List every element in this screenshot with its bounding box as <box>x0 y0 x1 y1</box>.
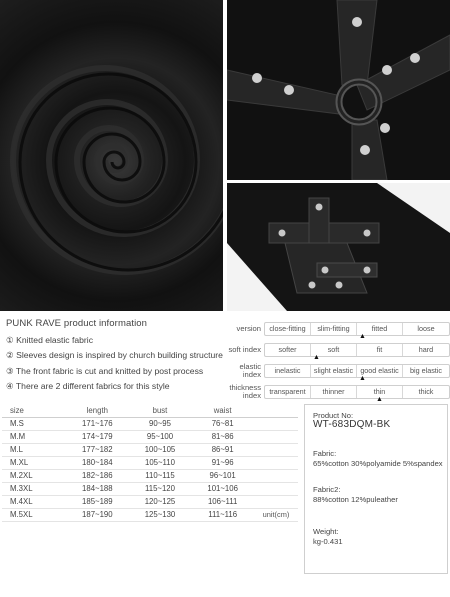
cell-size: M.4XL <box>2 495 66 508</box>
unit-label: unit(cm) <box>254 508 298 521</box>
cell-length: 187~190 <box>66 508 129 521</box>
product-no-label: Product No: <box>313 411 354 420</box>
scale-option: big elastic <box>410 366 442 375</box>
table-row <box>2 443 298 456</box>
cell-empty <box>254 456 298 469</box>
fabric1-value: 65%cotton 30%polyamide 5%spandex <box>313 459 443 468</box>
cell-bust: 90~95 <box>129 417 192 430</box>
scale-option: fitted <box>357 323 403 335</box>
header-unit-spacer <box>254 404 298 417</box>
scale-options <box>264 364 450 378</box>
scale-label: elastic index <box>239 362 261 379</box>
cell-empty <box>254 443 298 456</box>
cell-length: 180~184 <box>66 456 129 469</box>
fabric1-label: Fabric: <box>313 449 337 458</box>
cell-waist: 106~111 <box>191 495 254 508</box>
cell-bust: 115~120 <box>129 482 192 495</box>
cell-bust: 125~130 <box>129 508 192 521</box>
scale-option: thick <box>418 387 434 396</box>
cell-waist: 81~86 <box>191 430 254 443</box>
scale-option: thinner <box>311 386 357 398</box>
scale-label: version <box>236 324 261 333</box>
scale-version <box>226 320 450 338</box>
scale-option: transparent <box>265 386 311 398</box>
scale-option: fit <box>357 344 403 356</box>
cell-length: 182~186 <box>66 469 129 482</box>
scale-label: soft index <box>228 345 261 354</box>
scale-option: close-fitting <box>265 323 311 335</box>
table-row <box>2 430 298 443</box>
shoulder-detail-photo <box>227 0 450 180</box>
cell-length: 185~189 <box>66 495 129 508</box>
scale-option: slight elastic <box>311 365 357 377</box>
cell-empty <box>254 417 298 430</box>
scale-marker-version: ▲ <box>359 333 366 340</box>
size-table-header-row <box>2 404 298 417</box>
cell-waist: 96~101 <box>191 469 254 482</box>
cell-waist: 86~91 <box>191 443 254 456</box>
info-point-2: ② Sleeves design is inspired by church building structure <box>6 350 223 360</box>
scale-soft <box>226 341 450 359</box>
scale-option: slim-fitting <box>311 323 357 335</box>
header-length: length <box>66 404 129 417</box>
cell-empty <box>254 482 298 495</box>
scale-marker-thickness: ▲ <box>376 396 383 403</box>
table-row <box>2 456 298 469</box>
cell-size: M.3XL <box>2 482 66 495</box>
cell-bust: 110~115 <box>129 469 192 482</box>
fabric-closeup-photo <box>0 0 223 311</box>
table-row <box>2 495 298 508</box>
harness-ring-drawing <box>227 0 450 180</box>
scale-option: hard <box>418 345 434 354</box>
sleeve-cross-photo <box>227 183 450 311</box>
info-point-3: ③ The front fabric is cut and knitted by post process <box>6 366 204 376</box>
cell-size: M.5XL <box>2 508 66 521</box>
sleeve-cross-drawing <box>227 183 450 311</box>
cell-size: M.L <box>2 443 66 456</box>
cell-empty <box>254 430 298 443</box>
table-row <box>2 508 298 521</box>
scale-option: softer <box>265 344 311 356</box>
scale-options <box>264 385 450 399</box>
weight-value: kg-0.431 <box>313 537 343 546</box>
product-spec-box <box>304 404 448 574</box>
cell-size: M.2XL <box>2 469 66 482</box>
cell-empty <box>254 469 298 482</box>
scale-option: thin <box>357 386 403 398</box>
fabric-swirl-drawing <box>0 0 223 311</box>
cell-waist: 91~96 <box>191 456 254 469</box>
scale-option: inelastic <box>265 365 311 377</box>
cell-bust: 120~125 <box>129 495 192 508</box>
scale-option: loose <box>417 324 435 333</box>
table-row <box>2 469 298 482</box>
product-no-value: WT-683DQM-BK <box>313 419 391 430</box>
cell-bust: 105~110 <box>129 456 192 469</box>
cell-waist: 101~106 <box>191 482 254 495</box>
info-point-4: ④ There are 2 different fabrics for this style <box>6 381 170 391</box>
cell-length: 177~182 <box>66 443 129 456</box>
table-row <box>2 482 298 495</box>
table-row <box>2 417 298 430</box>
scale-marker-elastic: ▲ <box>359 375 366 382</box>
cell-waist: 111~116 <box>191 508 254 521</box>
scale-options <box>264 343 450 357</box>
cell-bust: 100~105 <box>129 443 192 456</box>
cell-waist: 76~81 <box>191 417 254 430</box>
info-title: PUNK RAVE product information <box>6 318 148 329</box>
cell-bust: 95~100 <box>129 430 192 443</box>
scale-label: thickness index <box>229 383 261 400</box>
cell-size: M.XL <box>2 456 66 469</box>
scale-option: good elastic <box>357 365 403 377</box>
info-point-1: ① Knitted elastic fabric <box>6 335 93 345</box>
fabric2-label: Fabric2: <box>313 485 341 494</box>
size-table <box>2 404 298 522</box>
header-waist: waist <box>191 404 254 417</box>
weight-label: Weight: <box>313 527 339 536</box>
scale-options <box>264 322 450 336</box>
fabric2-value: 88%cotton 12%puleather <box>313 495 398 504</box>
scale-thickness <box>226 383 450 401</box>
scale-option: soft <box>311 344 357 356</box>
scale-marker-soft: ▲ <box>313 354 320 361</box>
cell-length: 174~179 <box>66 430 129 443</box>
header-size: size <box>2 404 66 417</box>
cell-size: M.M <box>2 430 66 443</box>
scale-elastic <box>226 362 450 380</box>
cell-length: 184~188 <box>66 482 129 495</box>
cell-empty <box>254 495 298 508</box>
cell-length: 171~176 <box>66 417 129 430</box>
cell-size: M.S <box>2 417 66 430</box>
header-bust: bust <box>129 404 192 417</box>
